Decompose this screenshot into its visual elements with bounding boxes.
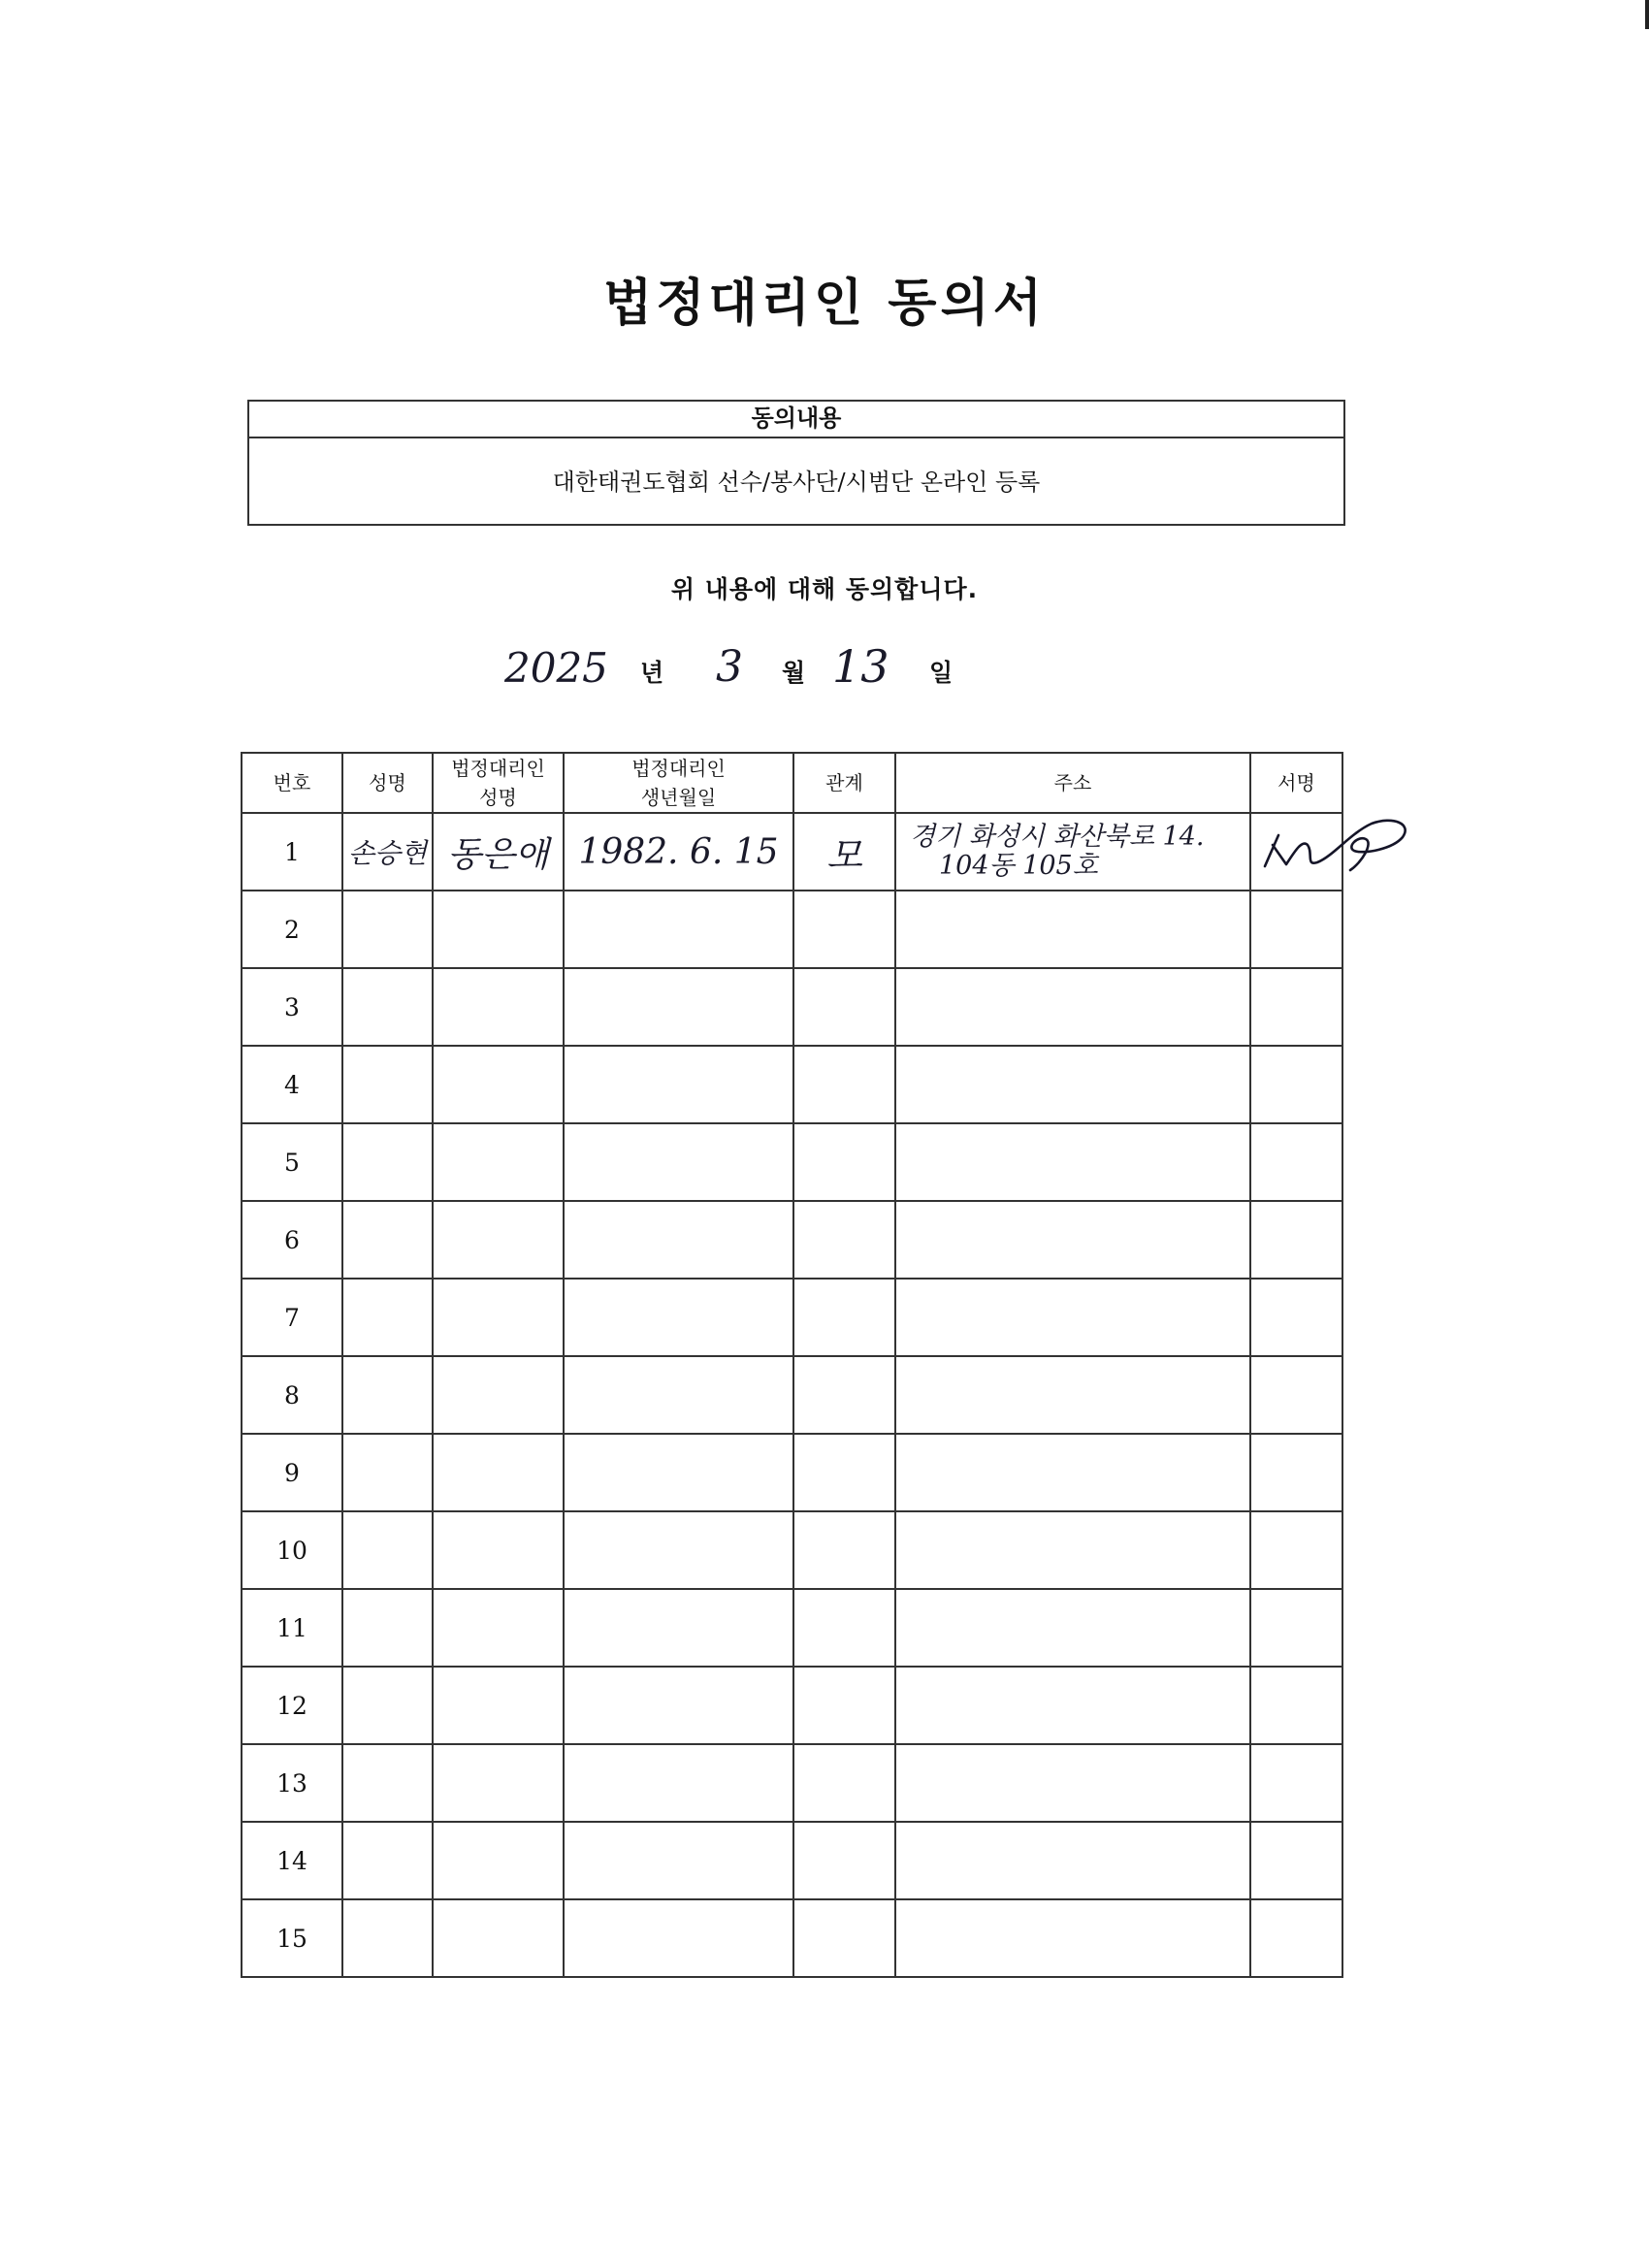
- cell-relation: [793, 1511, 895, 1589]
- row-number: 6: [242, 1201, 342, 1279]
- cell-guardian-birth: [564, 1899, 793, 1977]
- guardian-signature-image: [1257, 806, 1432, 884]
- cell-guardian-name: [433, 1356, 564, 1434]
- row-number: 4: [242, 1046, 342, 1123]
- cell-relation: [793, 1201, 895, 1279]
- date-month-label: 월: [782, 659, 806, 687]
- cell-name: [342, 968, 433, 1046]
- cell-guardian-name: [433, 1589, 564, 1667]
- header-guardian-name-line1: 법정대리인: [451, 757, 545, 780]
- cell-address: [895, 1046, 1250, 1123]
- cell-guardian-birth: [564, 1744, 793, 1822]
- cell-signature: [1250, 1123, 1342, 1201]
- consent-heading: 동의내용: [249, 402, 1343, 438]
- table-row: [242, 1123, 1342, 1201]
- date-year-label: 년: [640, 659, 664, 687]
- row-number: 9: [242, 1434, 342, 1511]
- cell-guardian-birth: [564, 813, 793, 891]
- cell-signature: [1250, 891, 1342, 968]
- cell-guardian-name: [433, 1123, 564, 1201]
- table-row: [242, 891, 1342, 968]
- cell-address: [895, 1667, 1250, 1744]
- row-number: 3: [242, 968, 342, 1046]
- row-number: 2: [242, 891, 342, 968]
- cell-signature: [1250, 1667, 1342, 1744]
- cell-name: [342, 1899, 433, 1977]
- date-month: 3: [716, 642, 743, 692]
- header-signature: 서명: [1250, 753, 1342, 813]
- header-guardian-name: [433, 753, 564, 813]
- cell-address: [895, 1822, 1250, 1899]
- cell-guardian-birth: [564, 1511, 793, 1589]
- cell-name: [342, 1667, 433, 1744]
- cell-signature: [1250, 1899, 1342, 1977]
- cell-guardian-name: [433, 1046, 564, 1123]
- row-number: 11: [242, 1589, 342, 1667]
- cell-address: [895, 968, 1250, 1046]
- cell-relation: [793, 1123, 895, 1201]
- cell-signature: [1250, 1822, 1342, 1899]
- table-row: [242, 1744, 1342, 1822]
- agree-statement: 위 내용에 대해 동의합니다.: [670, 575, 979, 603]
- cell-address: [895, 891, 1250, 968]
- table-row: [242, 1899, 1342, 1977]
- cell-address: [895, 1201, 1250, 1279]
- cell-signature: [1250, 1279, 1342, 1356]
- date-row: [0, 640, 1649, 698]
- cell-guardian-birth: [564, 1589, 793, 1667]
- table-row: [242, 1822, 1342, 1899]
- cell-relation: [793, 1046, 895, 1123]
- cell-address: [895, 1589, 1250, 1667]
- cell-name: [342, 1822, 433, 1899]
- cell-guardian-name: [433, 1744, 564, 1822]
- table-row: [242, 968, 1342, 1046]
- date-year: 2025: [504, 644, 608, 692]
- cell-name: [342, 1589, 433, 1667]
- header-guardian-birth-line1: 법정대리인: [631, 757, 726, 780]
- cell-relation: [793, 1667, 895, 1744]
- cell-guardian-birth: [564, 891, 793, 968]
- row-number: 15: [242, 1899, 342, 1977]
- cell-guardian-birth: [564, 1822, 793, 1899]
- row-number: 14: [242, 1822, 342, 1899]
- cell-relation: [793, 1899, 895, 1977]
- table-row: [242, 1434, 1342, 1511]
- cell-relation: [793, 1744, 895, 1822]
- table-row: [242, 1589, 1342, 1667]
- header-guardian-name-line2: 성명: [479, 786, 517, 809]
- cell-guardian-name: [433, 1201, 564, 1279]
- header-relation: 관계: [793, 753, 895, 813]
- header-guardian-birth: [564, 753, 793, 813]
- cell-relation: [793, 1589, 895, 1667]
- table-row: [242, 1356, 1342, 1434]
- header-guardian-birth-line2: 생년월일: [640, 786, 717, 809]
- row-number: 1: [242, 813, 342, 891]
- cell-name: [342, 1279, 433, 1356]
- row-number: 5: [242, 1123, 342, 1201]
- guardian-birth-handwritten: 1982. 6. 15: [578, 831, 779, 872]
- cell-signature: [1250, 1356, 1342, 1434]
- cell-signature: [1250, 1046, 1342, 1123]
- cell-signature: [1250, 1511, 1342, 1589]
- row-number: 8: [242, 1356, 342, 1434]
- cell-address: [895, 1899, 1250, 1977]
- date-day-label: 일: [929, 659, 954, 687]
- relation-handwritten: 모: [826, 833, 862, 877]
- header-name: 성명: [342, 753, 433, 813]
- cell-relation: [793, 813, 895, 891]
- date-day: 13: [832, 640, 889, 693]
- name-handwritten: 손승현: [347, 837, 428, 869]
- consent-text: 대한태권도협회 선수/봉사단/시범단 온라인 등록: [552, 469, 1041, 496]
- header-no: 번호: [242, 753, 342, 813]
- cell-guardian-birth: [564, 1434, 793, 1511]
- table-row: [242, 1511, 1342, 1589]
- row-number: 7: [242, 1279, 342, 1356]
- cell-name: [342, 813, 433, 891]
- table-row: [242, 1667, 1342, 1744]
- cell-guardian-birth: [564, 1201, 793, 1279]
- cell-name: [342, 1511, 433, 1589]
- cell-name: [342, 891, 433, 968]
- cell-address: [895, 813, 1250, 891]
- guardian-table: [241, 752, 1343, 1978]
- table-row: [242, 1201, 1342, 1279]
- document-title: 법정대리인 동의서: [603, 275, 1046, 333]
- cell-address: [895, 1434, 1250, 1511]
- cell-guardian-birth: [564, 1667, 793, 1744]
- table-header-row: [242, 753, 1342, 813]
- table-row: [242, 1046, 1342, 1123]
- cell-guardian-birth: [564, 1123, 793, 1201]
- cell-name: [342, 1744, 433, 1822]
- cell-guardian-name: [433, 1667, 564, 1744]
- cell-guardian-name: [433, 891, 564, 968]
- scan-edge-mark: [1645, 0, 1649, 29]
- cell-name: [342, 1356, 433, 1434]
- cell-name: [342, 1201, 433, 1279]
- cell-guardian-name: [433, 1279, 564, 1356]
- cell-signature: [1250, 1744, 1342, 1822]
- row-number: 12: [242, 1667, 342, 1744]
- cell-relation: [793, 891, 895, 968]
- cell-guardian-name: [433, 1511, 564, 1589]
- cell-address: [895, 1356, 1250, 1434]
- cell-signature: [1250, 813, 1342, 891]
- cell-signature: [1250, 1434, 1342, 1511]
- cell-address: [895, 1744, 1250, 1822]
- cell-name: [342, 1434, 433, 1511]
- cell-relation: [793, 1356, 895, 1434]
- cell-name: [342, 1123, 433, 1201]
- cell-guardian-name: [433, 1899, 564, 1977]
- row-number: 10: [242, 1511, 342, 1589]
- cell-signature: [1250, 1589, 1342, 1667]
- cell-address: [895, 1511, 1250, 1589]
- guardian-name-handwritten: 동은애: [447, 834, 549, 875]
- consent-box: [247, 400, 1345, 526]
- cell-relation: [793, 1434, 895, 1511]
- row-number: 13: [242, 1744, 342, 1822]
- cell-address: [895, 1279, 1250, 1356]
- table-row: [242, 1279, 1342, 1356]
- cell-address: [895, 1123, 1250, 1201]
- cell-guardian-birth: [564, 1356, 793, 1434]
- cell-guardian-birth: [564, 1279, 793, 1356]
- address-line2-handwritten: 104동 105호: [939, 851, 1098, 881]
- table-row: [242, 813, 1342, 891]
- cell-relation: [793, 1822, 895, 1899]
- header-address: 주소: [895, 753, 1250, 813]
- cell-signature: [1250, 1201, 1342, 1279]
- cell-relation: [793, 968, 895, 1046]
- cell-name: [342, 1046, 433, 1123]
- cell-guardian-name: [433, 813, 564, 891]
- cell-guardian-name: [433, 968, 564, 1046]
- cell-guardian-name: [433, 1434, 564, 1511]
- cell-guardian-birth: [564, 1046, 793, 1123]
- cell-relation: [793, 1279, 895, 1356]
- cell-guardian-name: [433, 1822, 564, 1899]
- address-line1-handwritten: 경기 화성시 화산북로 14.: [910, 822, 1205, 852]
- cell-guardian-birth: [564, 968, 793, 1046]
- cell-signature: [1250, 968, 1342, 1046]
